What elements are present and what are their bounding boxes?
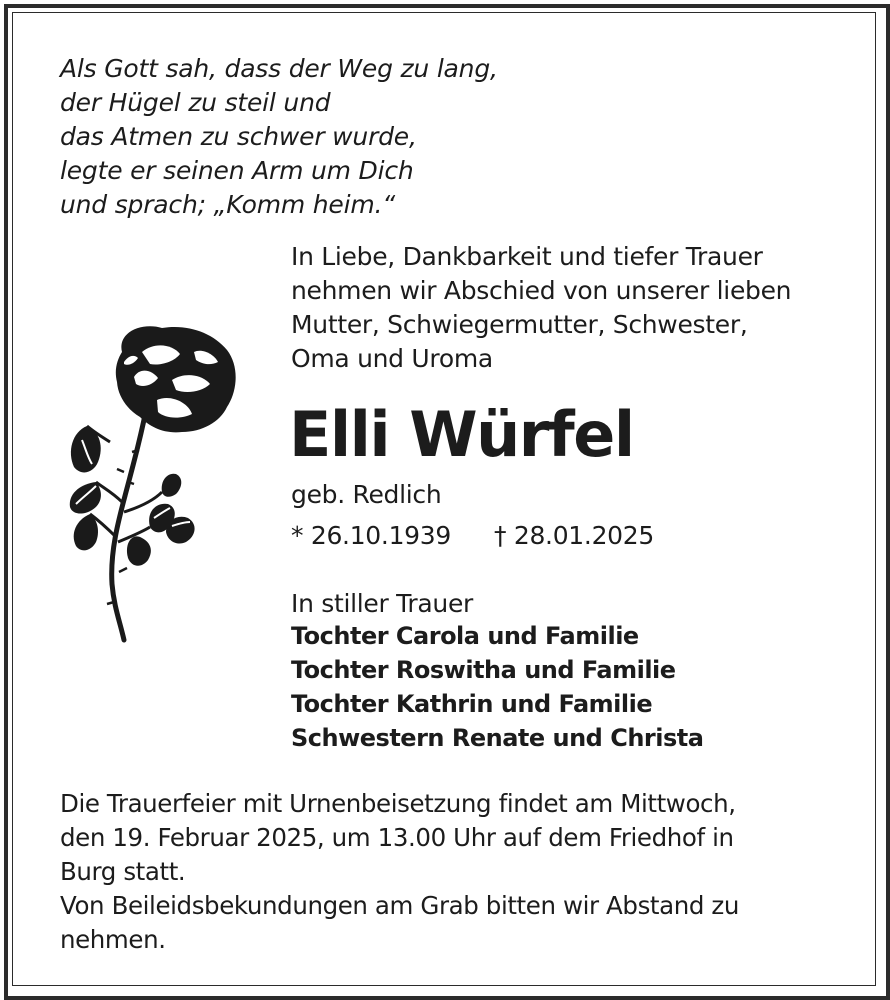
maiden-name: geb. Redlich: [291, 480, 442, 509]
funeral-notice: [60, 787, 739, 957]
notice-line: Von Beileidsbekundungen am Grab bitten wir Abstand zu: [60, 891, 740, 920]
poem-line: der Hügel zu steil und: [60, 88, 331, 117]
mourner-entry: Tochter Carola und Familie: [291, 622, 639, 650]
mourner-entry: Tochter Roswitha und Familie: [291, 656, 676, 684]
notice-line: den 19. Februar 2025, um 13.00 Uhr auf dem Friedhof in: [60, 823, 734, 852]
poem-line: das Atmen zu schwer wurde,: [60, 122, 417, 151]
rose-icon: [62, 322, 242, 644]
poem-line: Als Gott sah, dass der Weg zu lang,: [60, 54, 498, 83]
birth-date: * 26.10.1939: [291, 521, 451, 550]
poem: [60, 52, 498, 222]
life-dates: [291, 519, 654, 553]
intro-line: Oma und Uroma: [291, 344, 493, 373]
notice-line: nehmen.: [60, 925, 166, 954]
mourners-list: [291, 619, 703, 755]
notice-line: Burg statt.: [60, 857, 186, 886]
poem-line: legte er seinen Arm um Dich: [60, 156, 414, 185]
farewell-intro: [291, 240, 791, 376]
intro-line: nehmen wir Abschied von unserer lieben: [291, 276, 792, 305]
deceased-name: Elli Würfel: [289, 398, 634, 471]
mourner-entry: Tochter Kathrin und Familie: [291, 690, 653, 718]
poem-line: und sprach; „Komm heim.“: [60, 190, 395, 219]
notice-line: Die Trauerfeier mit Urnenbeisetzung findet am Mittwoch,: [60, 789, 736, 818]
intro-line: In Liebe, Dankbarkeit und tiefer Trauer: [291, 242, 763, 271]
intro-line: Mutter, Schwiegermutter, Schwester,: [291, 310, 748, 339]
death-date: † 28.01.2025: [494, 521, 654, 550]
mourner-entry: Schwestern Renate und Christa: [291, 724, 704, 752]
mourning-intro: In stiller Trauer: [291, 589, 474, 618]
